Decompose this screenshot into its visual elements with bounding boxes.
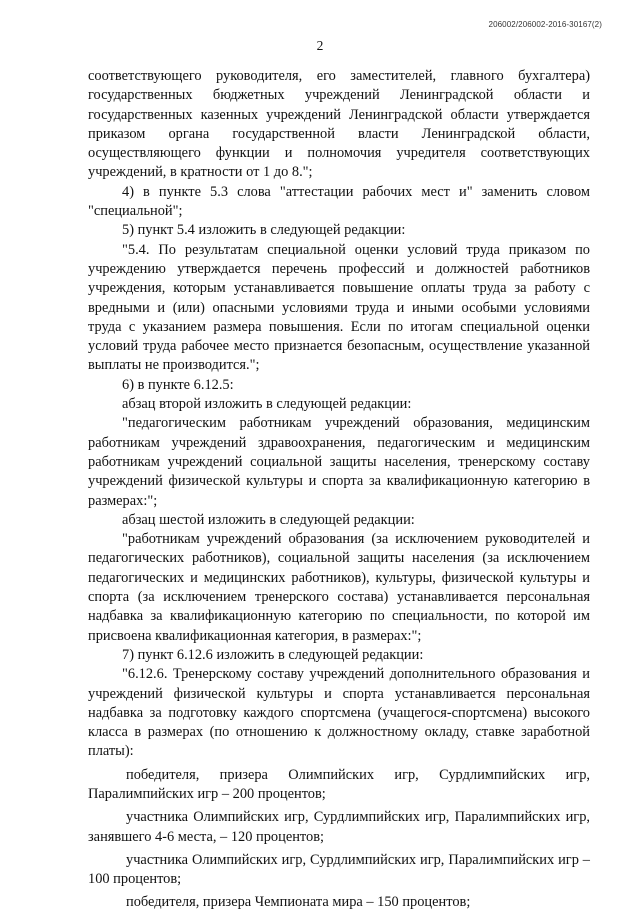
paragraph: победителя, призера Олимпийских игр, Сурдлимпийских игр, Паралимпийских игр – 200 процентов; <box>88 766 590 802</box>
paragraph: абзац шестой изложить в следующей редакции: <box>122 511 415 528</box>
document-body <box>88 67 590 913</box>
paragraph: 7) пункт 6.12.6 изложить в следующей редакции: <box>122 646 424 663</box>
paragraph: абзац второй изложить в следующей редакции: <box>122 396 412 413</box>
paragraph: "работникам учреждений образования (за исключением руководителей и педагогических работников), социальной защиты населения (за исключением педагогических и медицинских работников), культуры, физической культуры и спорта (за исключением тренерского состава) устанавливается персональная надбавка за квалификационную категорию по специальности, по которой им присвоена квалификационная категория, в размерах:"; <box>88 531 590 644</box>
paragraph: 5) пункт 5.4 изложить в следующей редакции: <box>122 222 406 239</box>
document-code: 206002/206002-2016-30167(2) <box>488 20 602 29</box>
paragraph: участника Олимпийских игр, Сурдлимпийских игр, Паралимпийских игр – 100 процентов; <box>88 851 590 888</box>
paragraph: "5.4. По результатам специальной оценки условий труда приказом по учреждению утверждается перечень профессий и должностей работников учреждения, которым устанавливается повышение оплаты труда за работу с вредными и (или) опасными условиями труда и иными особыми условиями труда с указанием размера повышения. Если по итогам специальной оценки условий труда рабочее место признается безопасным, осуществление указанной выплаты не производится."; <box>88 241 590 374</box>
paragraph: соответствующего руководителя, его заместителей, главного бухгалтера) государственных бюджетных учреждений Ленинградской области и государственных казенных учреждений Ленинградской области утверждается приказом органа государственной власти Ленинградской области, осуществляющего функции и полномочия учредителя соответствующих учреждений, в кратности от 1 до 8."; <box>88 68 590 181</box>
paragraph: победителя, призера Чемпионата мира – 150 процентов; <box>126 894 471 911</box>
paragraph: 4) в пункте 5.3 слова "аттестации рабочих мест и" заменить словом "специальной"; <box>88 183 590 220</box>
paragraph: 6) в пункте 6.12.5: <box>122 376 234 393</box>
paragraph: участника Олимпийских игр, Сурдлимпийских игр, Паралимпийских игр, занявшего 4-6 места, – 120 процентов; <box>88 809 590 845</box>
paragraph: "6.12.6. Тренерскому составу учреждений дополнительного образования и учреждений физической культуры и спорта устанавливается персональная надбавка за подготовку каждого спортсмена (учащегося-спортсмена) высокого класса в размерах (по отношению к должностному окладу, ставке заработной платы): <box>88 666 590 760</box>
page-number: 2 <box>316 38 324 53</box>
paragraph: "педагогическим работникам учреждений образования, медицинским работникам учреждений здравоохранения, педагогическим и медицинским работникам учреждений социальной защиты населения, тренерскому составу учреждений физической культуры и спорта за квалификационную категорию в размерах:"; <box>88 415 590 509</box>
